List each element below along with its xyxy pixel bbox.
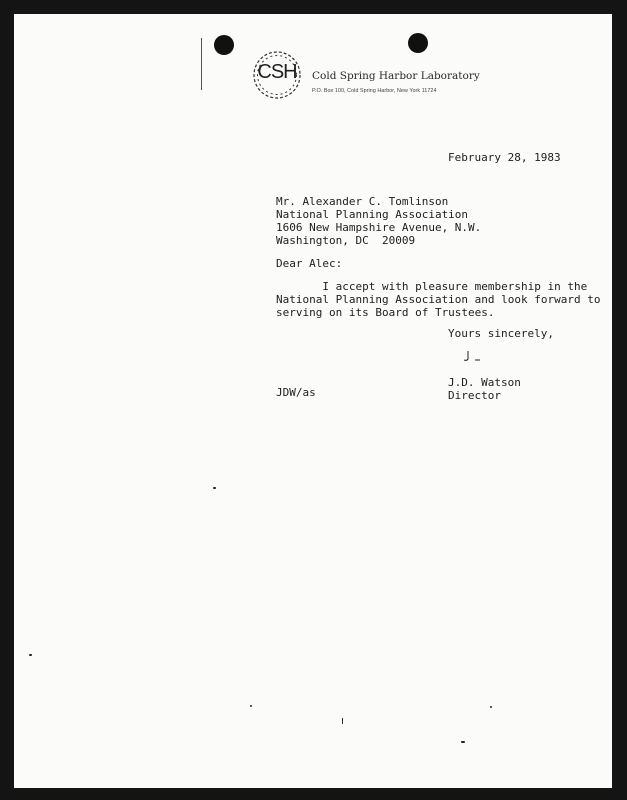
logo-text: CSH — [257, 61, 297, 83]
punch-hole-left — [214, 35, 234, 55]
recipient-line: Mr. Alexander C. Tomlinson — [276, 195, 449, 208]
handwritten-signature — [462, 348, 492, 364]
signature-block — [448, 376, 521, 402]
body-line: National Planning Association and look forward to — [276, 293, 601, 306]
letter-body — [276, 280, 601, 319]
margin-mark — [201, 38, 202, 90]
reference-initials: JDW/as — [276, 386, 316, 399]
letter-date: February 28, 1983 — [448, 151, 561, 164]
body-line: I accept with pleasure membership in the — [276, 280, 588, 293]
recipient-line: Washington, DC 20009 — [276, 234, 416, 247]
paper-speck — [213, 487, 216, 489]
letter-page — [14, 14, 612, 788]
letterhead — [250, 48, 550, 108]
paper-speck — [490, 706, 492, 708]
organization-address: P.O. Box 100, Cold Spring Harbor, New York 11724 — [312, 88, 437, 94]
salutation: Dear Alec: — [276, 257, 343, 270]
paper-speck — [342, 718, 343, 724]
closing: Yours sincerely, — [448, 327, 554, 340]
signer-title: Director — [448, 389, 501, 402]
recipient-address — [276, 195, 481, 247]
body-line: serving on its Board of Trustees. — [276, 306, 495, 319]
recipient-line: National Planning Association — [276, 208, 469, 221]
paper-speck — [29, 654, 32, 656]
organization-name: Cold Spring Harbor Laboratory — [312, 70, 480, 82]
recipient-line: 1606 New Hampshire Avenue, N.W. — [276, 221, 482, 234]
signer-name: J.D. Watson — [448, 376, 521, 389]
paper-speck — [461, 741, 465, 743]
paper-speck — [250, 705, 252, 707]
